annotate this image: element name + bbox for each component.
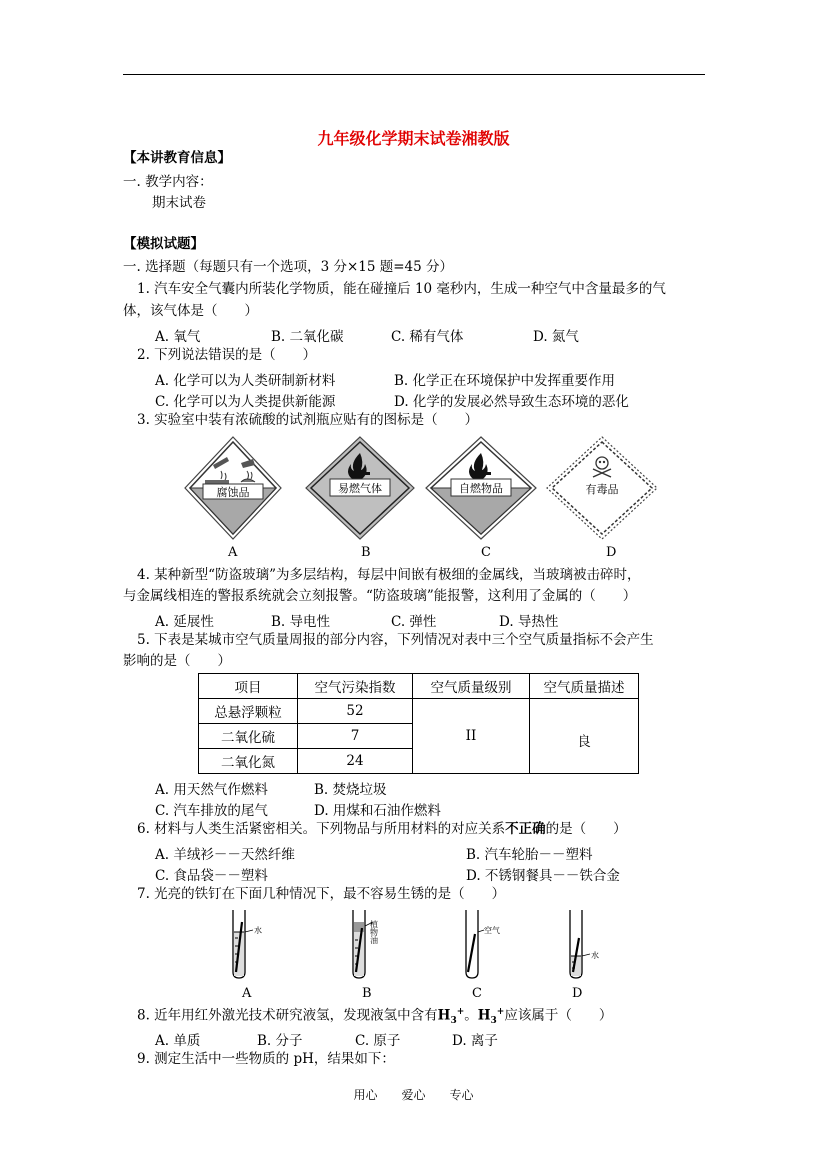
sign-d-letter: D (606, 545, 617, 560)
q2-option-d: D. 化学的发展必然导致生态环境的恶化 (394, 394, 629, 410)
tube-c-letter: C (472, 986, 482, 1001)
sign-a-label: 腐蚀品 (216, 486, 250, 499)
q2-line-1: 2. 下列说法错误的是（ ） (137, 347, 317, 363)
table-row (199, 699, 639, 724)
q4-option-d: D. 导热性 (499, 614, 559, 630)
air-quality-table (198, 673, 639, 774)
tube-a-letter: A (242, 986, 252, 1001)
tube-c-label: 空气 (484, 926, 500, 935)
q5-line-1: 5. 下表是某城市空气质量周报的部分内容，下列情况对表中三个空气质量指标不会产生 (137, 632, 654, 648)
quality-level-cell: II (413, 699, 530, 774)
table-header: 空气质量级别 (413, 674, 530, 699)
table-cell: 52 (298, 699, 413, 724)
q4-line-1: 4. 某种新型“防盗玻璃”为多层结构，每层中间嵌有极细的金属线，当玻璃被击碎时， (137, 567, 641, 583)
table-header: 空气质量描述 (530, 674, 639, 699)
hazard-sign-toxic (545, 435, 659, 541)
tube-d-letter: D (572, 986, 583, 1001)
sign-a-letter: A (228, 545, 238, 560)
table-cell: 24 (298, 749, 413, 774)
quality-desc-cell: 良 (530, 699, 639, 774)
tube-d-label: 水 (591, 951, 599, 960)
q6-line-1: 6. 材料与人类生活紧密相关。下列物品与所用材料的对应关系不正确的是（ ） (137, 821, 627, 837)
q2-option-b: B. 化学正在环境保护中发挥重要作用 (394, 373, 616, 389)
q8-option-a: A. 单质 (155, 1033, 201, 1049)
q1-line-1: 1. 汽车安全气囊内所装化学物质，能在碰撞后 10 毫秒内，生成一种空气中含量最多的气 (137, 281, 666, 297)
info-header: 【本讲教育信息】 (123, 150, 231, 166)
q6-option-d: D. 不锈钢餐具－－铁合金 (466, 868, 620, 884)
q4-option-b: B. 导电性 (271, 614, 331, 630)
page-footer: 用心 爱心 专心 (353, 1088, 474, 1102)
tube-b-label: 植物油 (369, 920, 379, 944)
table-cell: 二氧化氮 (199, 749, 298, 774)
q8-line-1: 8. 近年用红外激光技术研究液氢，发现液氢中含有$H_3^+$。$H_3^+$应该属于（ ） (137, 1007, 613, 1027)
q1-option-a: A. 氧气 (155, 329, 201, 345)
q8-option-d: D. 离子 (452, 1033, 498, 1049)
info-line-2: 期末试卷 (152, 195, 206, 211)
test-tube-b (345, 908, 395, 980)
page-title: 九年级化学期末试卷湘教版 (317, 129, 510, 148)
hazard-sign-spontaneous-combustion (424, 435, 538, 541)
test-tube-c (458, 908, 508, 980)
q6-option-c: C. 食品袋－－塑料 (155, 868, 268, 884)
q2-option-a: A. 化学可以为人类研制新材料 (155, 373, 336, 389)
table-header: 空气污染指数 (298, 674, 413, 699)
q1-option-c: C. 稀有气体 (391, 329, 464, 345)
q1-line-2: 体，该气体是（ ） (123, 303, 258, 319)
q8-option-c: C. 原子 (355, 1033, 401, 1049)
table-cell: 二氧化硫 (199, 724, 298, 749)
table-cell: 7 (298, 724, 413, 749)
q6-option-b: B. 汽车轮胎－－塑料 (466, 847, 593, 863)
table-header: 项目 (199, 674, 298, 699)
q4-option-c: C. 弹性 (391, 614, 437, 630)
q1-option-b: B. 二氧化碳 (271, 329, 344, 345)
q8-option-b: B. 分子 (257, 1033, 303, 1049)
q5-option-a: A. 用天然气作燃料 (155, 782, 268, 798)
q5-option-b: B. 焚烧垃圾 (314, 782, 387, 798)
test-tube-a (225, 908, 275, 980)
q4-line-2: 与金属线相连的警报系统就会立刻报警。“防盗玻璃”能报警，这利用了金属的（ ） (123, 588, 637, 604)
q6-option-a: A. 羊绒衫－－天然纤维 (155, 847, 295, 863)
q5-line-2: 影响的是（ ） (123, 653, 231, 669)
sign-c-letter: C (481, 545, 491, 560)
tube-a-label: 水 (254, 926, 262, 935)
sign-b-label: 易燃气体 (338, 482, 382, 495)
sign-d-label: 有毒品 (585, 483, 619, 496)
hazard-sign-flammable-gas (304, 435, 416, 541)
q4-option-a: A. 延展性 (155, 614, 214, 630)
test-tube-d (562, 908, 612, 980)
table-cell: 总悬浮颗粒 (199, 699, 298, 724)
tube-b-letter: B (362, 986, 372, 1001)
table-header-row (199, 674, 639, 699)
info-line-1: 一. 教学内容： (123, 174, 213, 190)
sim-header: 【模拟试题】 (123, 236, 204, 252)
q2-option-c: C. 化学可以为人类提供新能源 (155, 394, 336, 410)
q9-line-1: 9. 测定生活中一些物质的 pH，结果如下： (137, 1051, 395, 1067)
hazard-sign-corrosive (183, 435, 283, 541)
q1-option-d: D. 氮气 (533, 329, 579, 345)
section-1-heading: 一. 选择题（每题只有一个选项，3 分×15 题=45 分） (123, 259, 454, 275)
q5-option-d: D. 用煤和石油作燃料 (314, 803, 441, 819)
q5-option-c: C. 汽车排放的尾气 (155, 803, 268, 819)
sign-c-label: 自燃物品 (459, 482, 503, 495)
header-rule (123, 74, 705, 75)
q7-line-1: 7. 光亮的铁钉在下面几种情况下，最不容易生锈的是（ ） (137, 886, 506, 902)
sign-b-letter: B (361, 545, 371, 560)
q3-line-1: 3. 实验室中装有浓硫酸的试剂瓶应贴有的图标是（ ） (137, 412, 479, 428)
